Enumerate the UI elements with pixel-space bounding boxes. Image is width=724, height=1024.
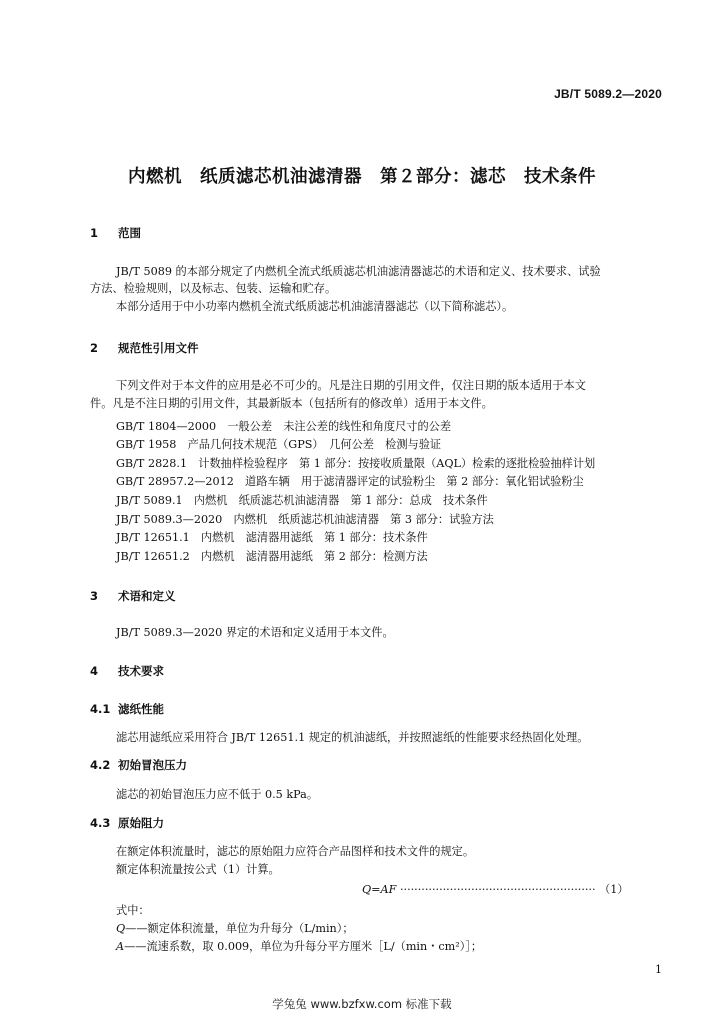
variable-symbol: A bbox=[116, 940, 125, 953]
footer-watermark[interactable]: 学兔兔 www.bzfxw.com 标准下载 bbox=[272, 997, 452, 1011]
variable-symbol: Q bbox=[116, 922, 126, 935]
variable-description: ——额定体积流量，单位为升每分（L/min）； bbox=[125, 922, 354, 935]
section-number: 4.3 bbox=[90, 816, 111, 830]
paragraph: JB/T 5089 的本部分规定了内燃机全流式纸质滤芯机油滤清器滤芯的术语和定义、技术要求、试验 bbox=[116, 265, 601, 278]
reference-item: JB/T 5089.3—2020 内燃机 纸质滤芯机油滤清器 第 3 部分：试验方法 bbox=[116, 513, 494, 526]
section-2-heading bbox=[90, 340, 199, 356]
reference-item: GB/T 1804—2000 一般公差 未注公差的线性和角度尺寸的公差 bbox=[116, 420, 452, 433]
reference-item: JB/T 12651.2 内燃机 滤清器用滤纸 第 2 部分：检测方法 bbox=[116, 550, 428, 563]
section-3-heading bbox=[90, 588, 176, 604]
formula-line bbox=[362, 881, 629, 897]
section-title: 规范性引用文件 bbox=[118, 341, 199, 355]
variable-definition bbox=[116, 938, 482, 956]
paragraph: 滤芯用滤纸应采用符合 JB/T 12651.1 规定的机油滤纸，并按照滤纸的性能要求经热固化处理。 bbox=[116, 731, 589, 744]
paragraph: JB/T 5089.3—2020 界定的术语和定义适用于本文件。 bbox=[116, 626, 394, 639]
formula-number: （1） bbox=[599, 883, 629, 896]
section-number: 4.1 bbox=[90, 702, 111, 716]
section-title: 技术要求 bbox=[118, 664, 164, 678]
section-number: 4.2 bbox=[90, 758, 111, 772]
formula-leader-dots: ······················································· bbox=[399, 883, 596, 896]
section-title: 术语和定义 bbox=[118, 589, 176, 603]
subsection-4-3-heading bbox=[90, 815, 164, 831]
section-number: 1 bbox=[90, 226, 99, 240]
reference-item: JB/T 12651.1 内燃机 滤清器用滤纸 第 1 部分：技术条件 bbox=[116, 531, 428, 544]
document-title: 内燃机 纸质滤芯机油滤清器 第２部分：滤芯 技术条件 bbox=[128, 167, 596, 187]
reference-item: GB/T 1958 产品几何技术规范（GPS） 几何公差 检测与验证 bbox=[116, 438, 442, 451]
page-number: 1 bbox=[655, 963, 662, 976]
section-title: 滤纸性能 bbox=[118, 702, 164, 716]
paragraph: 额定体积流量按公式（1）计算。 bbox=[116, 863, 280, 876]
section-number: 4 bbox=[90, 664, 99, 678]
formula: Q=AF bbox=[362, 883, 397, 896]
section-number: 3 bbox=[90, 589, 99, 603]
paragraph: 滤芯的初始冒泡压力应不低于 0.5 kPa。 bbox=[116, 788, 319, 801]
variable-description: ——流速系数，取 0.009，单位为升每分平方厘米［L/（min・cm²）］； bbox=[124, 940, 483, 953]
paragraph: 方法、检验规则，以及标志、包装、运输和贮存。 bbox=[90, 282, 337, 295]
paragraph: 下列文件对于本文件的应用是必不可少的。凡是注日期的引用文件，仅注日期的版本适用于本文 bbox=[116, 379, 586, 392]
paragraph: 本部分适用于中小功率内燃机全流式纸质滤芯机油滤清器滤芯（以下简称滤芯）。 bbox=[116, 300, 514, 313]
reference-item: GB/T 28957.2—2012 道路车辆 用于滤清器评定的试验粉尘 第 2 部分：氧化铝试验粉尘 bbox=[116, 475, 584, 488]
subsection-4-1-heading bbox=[90, 701, 164, 717]
section-1-heading bbox=[90, 225, 141, 241]
reference-item: JB/T 5089.1 内燃机 纸质滤芯机油滤清器 第 1 部分：总成 技术条件 bbox=[116, 494, 488, 507]
section-title: 范围 bbox=[118, 226, 141, 240]
paragraph: 件。凡是不注日期的引用文件，其最新版本（包括所有的修改单）适用于本文件。 bbox=[90, 397, 493, 410]
section-4-heading bbox=[90, 663, 164, 679]
paragraph: 在额定体积流量时，滤芯的原始阻力应符合产品图样和技术文件的规定。 bbox=[116, 845, 475, 858]
reference-item: GB/T 2828.1 计数抽样检验程序 第 1 部分：按接收质量限（AQL）检索的逐批检验抽样计划 bbox=[116, 457, 596, 470]
variable-definition bbox=[116, 920, 354, 938]
where-label: 式中： bbox=[116, 904, 150, 917]
standard-number: JB/T 5089.2—2020 bbox=[554, 87, 662, 101]
section-title: 初始冒泡压力 bbox=[118, 758, 187, 772]
section-number: 2 bbox=[90, 341, 99, 355]
section-title: 原始阻力 bbox=[118, 816, 164, 830]
subsection-4-2-heading bbox=[90, 757, 187, 773]
